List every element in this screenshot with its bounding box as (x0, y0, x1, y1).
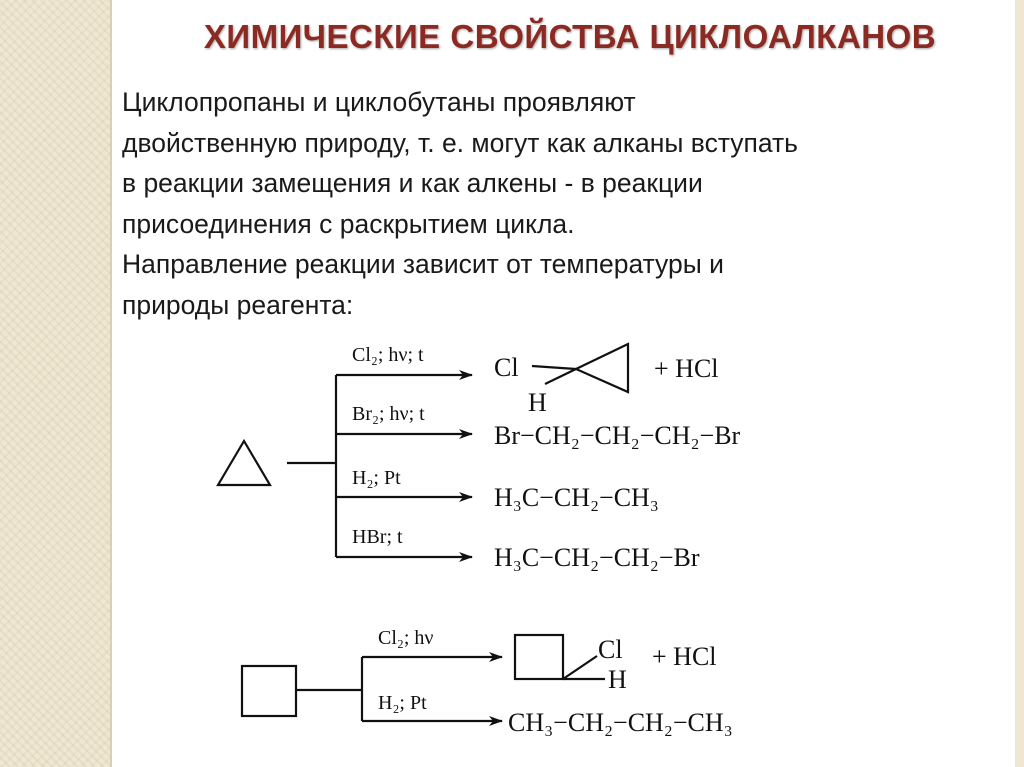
product-atom-h: H (608, 665, 627, 694)
chlorocyclopropane-icon (576, 344, 628, 392)
byproduct: + HCl (654, 354, 719, 383)
condition-label: H₂; Pt (352, 467, 401, 489)
condition-label: Br₂; hν; t (352, 403, 425, 425)
paragraph-line: природы реагента: (122, 289, 354, 320)
paragraph-line: Направление реакции зависит от температуры и (122, 249, 724, 279)
condition-label: Cl₂; hν (378, 627, 434, 649)
paragraph-line: двойственную природу, т. е. могут как алканы вступать (122, 127, 798, 158)
product-formula: H₃C−CH₂−CH₃ (494, 483, 659, 512)
byproduct: + HCl (652, 642, 717, 671)
product-atom-cl: Cl (494, 353, 519, 382)
product-formula: Br−CH₂−CH₂−CH₂−Br (494, 421, 741, 450)
product-formula: CH₃−CH₂−CH₂−CH₃ (508, 708, 733, 737)
condition-label: HBr; t (352, 526, 403, 548)
product-atom-h: H (528, 388, 547, 417)
chlorocyclobutane-icon (515, 635, 563, 679)
condition-label: H₂; Pt (378, 692, 427, 714)
condition-label: Cl₂; hν; t (352, 344, 424, 366)
cyclopropane-icon (218, 441, 270, 485)
paragraph-line: Циклопропаны и циклобутаны проявляют (122, 87, 636, 117)
paragraph-line: в реакции замещения и как алкены - в реакции (122, 168, 703, 198)
paragraph-line: присоединения с раскрытием цикла. (122, 208, 575, 239)
slide-title: ХИМИЧЕСКИЕ СВОЙСТВА ЦИКЛОАЛКАНОВ (203, 18, 937, 55)
cyclobutane-icon (242, 666, 296, 716)
product-formula: H₃C−CH₂−CH₂−Br (494, 543, 700, 572)
product-atom-cl: Cl (598, 635, 623, 664)
